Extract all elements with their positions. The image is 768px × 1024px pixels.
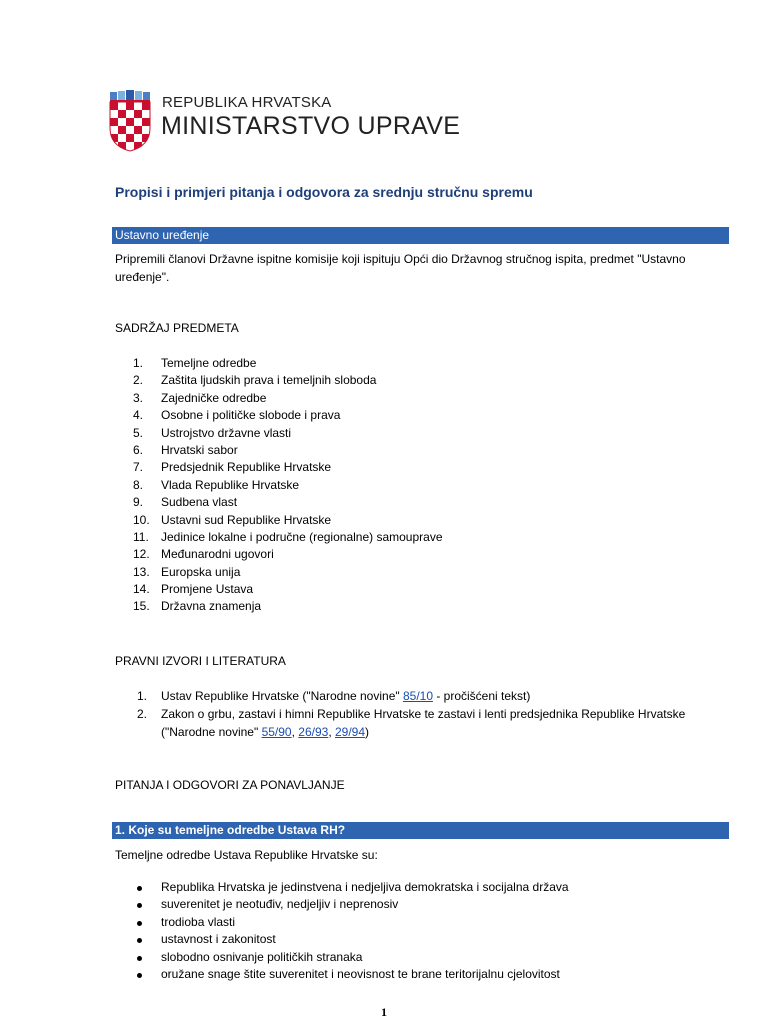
question-bar-1: 1. Koje su temeljne odredbe Ustava RH? — [112, 822, 729, 839]
contents-item-label: Jedinice lokalne i područne (regionalne) samouprave — [161, 529, 443, 544]
contents-item-number: 11. — [133, 529, 149, 544]
contents-item-number: 9. — [133, 495, 144, 510]
section-bar-ustavno-uredenje: Ustavno uređenje — [112, 227, 729, 244]
contents-item-label: Vlada Republike Hrvatske — [161, 477, 300, 492]
document-title: Propisi i primjeri pitanja i odgovora za srednju stručnu spremu — [115, 184, 533, 200]
bullet-icon — [137, 921, 142, 926]
literature-heading: PRAVNI IZVORI I LITERATURA — [115, 654, 286, 668]
contents-item-label: Predsjednik Republike Hrvatske — [161, 460, 332, 475]
contents-item-label: Temeljne odredbe — [161, 356, 257, 370]
contents-item-label: Sudbena vlast — [161, 495, 238, 510]
nn-reference-link[interactable]: 29/94 — [334, 725, 366, 739]
contents-item-number: 8. — [133, 477, 144, 492]
contents-item-number: 15. — [133, 599, 150, 614]
contents-item-number: 4. — [133, 408, 144, 423]
contents-item-number: 13. — [133, 564, 150, 579]
bullet-icon — [137, 973, 142, 978]
literature-item — [115, 687, 735, 705]
logo-republic-text: REPUBLIKA HRVATSKA — [162, 94, 332, 111]
contents-item-number: 10. — [133, 512, 150, 527]
bullet-icon — [137, 938, 142, 943]
literature-list — [115, 687, 735, 741]
literature-item-number: 2. — [137, 707, 148, 721]
answer-bullet-text: trodioba vlasti — [161, 914, 236, 929]
logo-ministry-text: MINISTARSTVO UPRAVE — [161, 112, 461, 140]
ministry-logo — [108, 90, 468, 152]
answer-bullet-text: ustavnost i zakonitost — [161, 932, 276, 947]
contents-item-label: Zaštita ljudskih prava i temeljnih sloboda — [161, 373, 377, 388]
answer-bullet-text: oružane snage štite suverenitet i neovisnost te brane teritorijalnu cjelovitost — [161, 966, 560, 981]
literature-item-text: Zakon o grbu, zastavi i himni Republike Hrvatske te zastavi i lenti predsjednika Republike Hrvatske ("Narodne novine" 55/90, 26/93, 29/94) — [161, 707, 686, 739]
contents-item-label: Europska unija — [161, 564, 241, 579]
contents-item-number: 3. — [133, 390, 144, 405]
literature-item-text: Ustav Republike Hrvatske ("Narodne novine" 85/10 - pročišćeni tekst) — [161, 689, 531, 703]
contents-item-label: Promjene Ustava — [161, 582, 254, 597]
contents-item-number: 12. — [133, 547, 150, 562]
nn-reference-link[interactable]: 85/10 — [402, 689, 433, 703]
contents-item-label: Ustavni sud Republike Hrvatske — [161, 512, 332, 527]
literature-item — [115, 705, 735, 741]
literature-item-number: 1. — [137, 689, 148, 703]
contents-item-label: Hrvatski sabor — [161, 442, 238, 457]
contents-item-number: 5. — [133, 425, 144, 440]
answer-bullet-text: slobodno osnivanje političkih stranaka — [161, 949, 363, 964]
answer-bullet-text: suverenitet je neotuđiv, nedjeljiv i neprenosiv — [161, 897, 399, 912]
intro-paragraph: Pripremili članovi Državne ispitne komisije koji ispituju Opći dio Državnog stručnog ispita, predmet "Ustavno uređenje". — [115, 252, 686, 284]
question-1-intro: Temeljne odredbe Ustava Republike Hrvatske su: — [115, 848, 378, 862]
contents-item-label: Državna znamenja — [161, 599, 262, 614]
contents-item-label: Međunarodni ugovori — [161, 547, 274, 562]
contents-item-number: 7. — [133, 460, 144, 475]
contents-item-number: 6. — [133, 442, 144, 457]
bullet-icon — [137, 903, 142, 908]
bullet-icon — [137, 886, 142, 891]
contents-item-label: Zajedničke odredbe — [161, 390, 267, 405]
coat-of-arms-icon — [108, 90, 152, 152]
nn-reference-link[interactable]: 26/93 — [298, 725, 329, 739]
contents-item-number: 14. — [133, 582, 150, 597]
qa-heading: PITANJA I ODGOVORI ZA PONAVLJANJE — [115, 778, 345, 792]
contents-item-number: 1. — [133, 356, 144, 370]
bullet-icon — [137, 956, 142, 961]
answer-bullet-text: Republika Hrvatska je jedinstvena i nedjeljiva demokratska i socijalna država — [161, 880, 569, 894]
contents-item-label: Osobne i političke slobode i prava — [161, 408, 341, 423]
page-number: 1 — [381, 1005, 387, 1019]
contents-item-number: 2. — [133, 373, 144, 388]
contents-heading: SADRŽAJ PREDMETA — [115, 321, 239, 335]
contents-item-label: Ustrojstvo državne vlasti — [161, 425, 292, 440]
nn-reference-link[interactable]: 55/90 — [261, 725, 292, 739]
